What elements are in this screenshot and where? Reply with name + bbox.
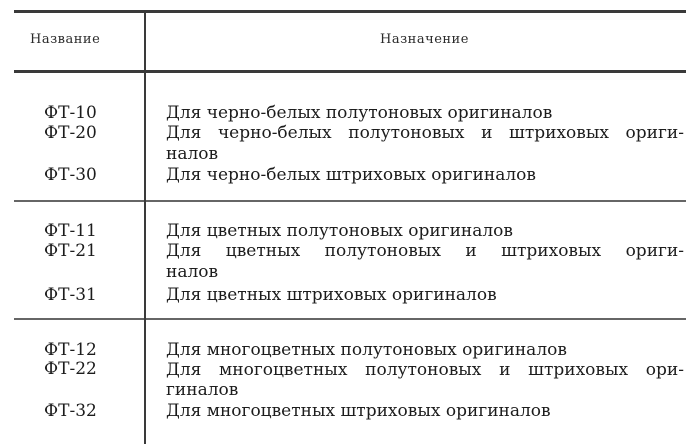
code-cell: ФТ-22 xyxy=(44,359,97,379)
group-separator-1 xyxy=(14,200,686,202)
table-top-rule xyxy=(14,10,686,13)
purpose-line: налов xyxy=(166,144,219,164)
group-separator-2 xyxy=(14,318,686,320)
purpose-line: Для цветных полутоновых оригиналов xyxy=(166,221,513,241)
header-bottom-rule xyxy=(14,70,686,73)
code-cell: ФТ-10 xyxy=(44,103,97,123)
purpose-line: Для многоцветных полутоновых и штриховых ори- xyxy=(166,360,684,380)
purpose-line: Для цветных штриховых оригиналов xyxy=(166,285,497,305)
code-cell: ФТ-11 xyxy=(44,221,97,241)
purpose-line: гиналов xyxy=(166,380,239,400)
code-cell: ФТ-32 xyxy=(44,401,97,421)
code-cell: ФТ-31 xyxy=(44,285,97,305)
code-cell: ФТ-30 xyxy=(44,165,97,185)
column-header-purpose: Назначение xyxy=(380,32,469,47)
column-divider xyxy=(144,10,146,444)
column-header-name: Название xyxy=(30,32,101,47)
purpose-line: Для черно-белых штриховых оригиналов xyxy=(166,165,536,185)
code-cell: ФТ-21 xyxy=(44,241,97,261)
code-cell: ФТ-12 xyxy=(44,340,97,360)
purpose-line: Для черно-белых полутоновых оригиналов xyxy=(166,103,553,123)
purpose-line: Для цветных полутоновых и штриховых ориги- xyxy=(166,241,684,261)
purpose-line: Для многоцветных штриховых оригиналов xyxy=(166,401,551,421)
code-cell: ФТ-20 xyxy=(44,123,97,143)
purpose-line: Для многоцветных полутоновых оригиналов xyxy=(166,340,567,360)
purpose-line: налов xyxy=(166,262,219,282)
purpose-line: Для черно-белых полутоновых и штриховых ориги- xyxy=(166,123,684,143)
